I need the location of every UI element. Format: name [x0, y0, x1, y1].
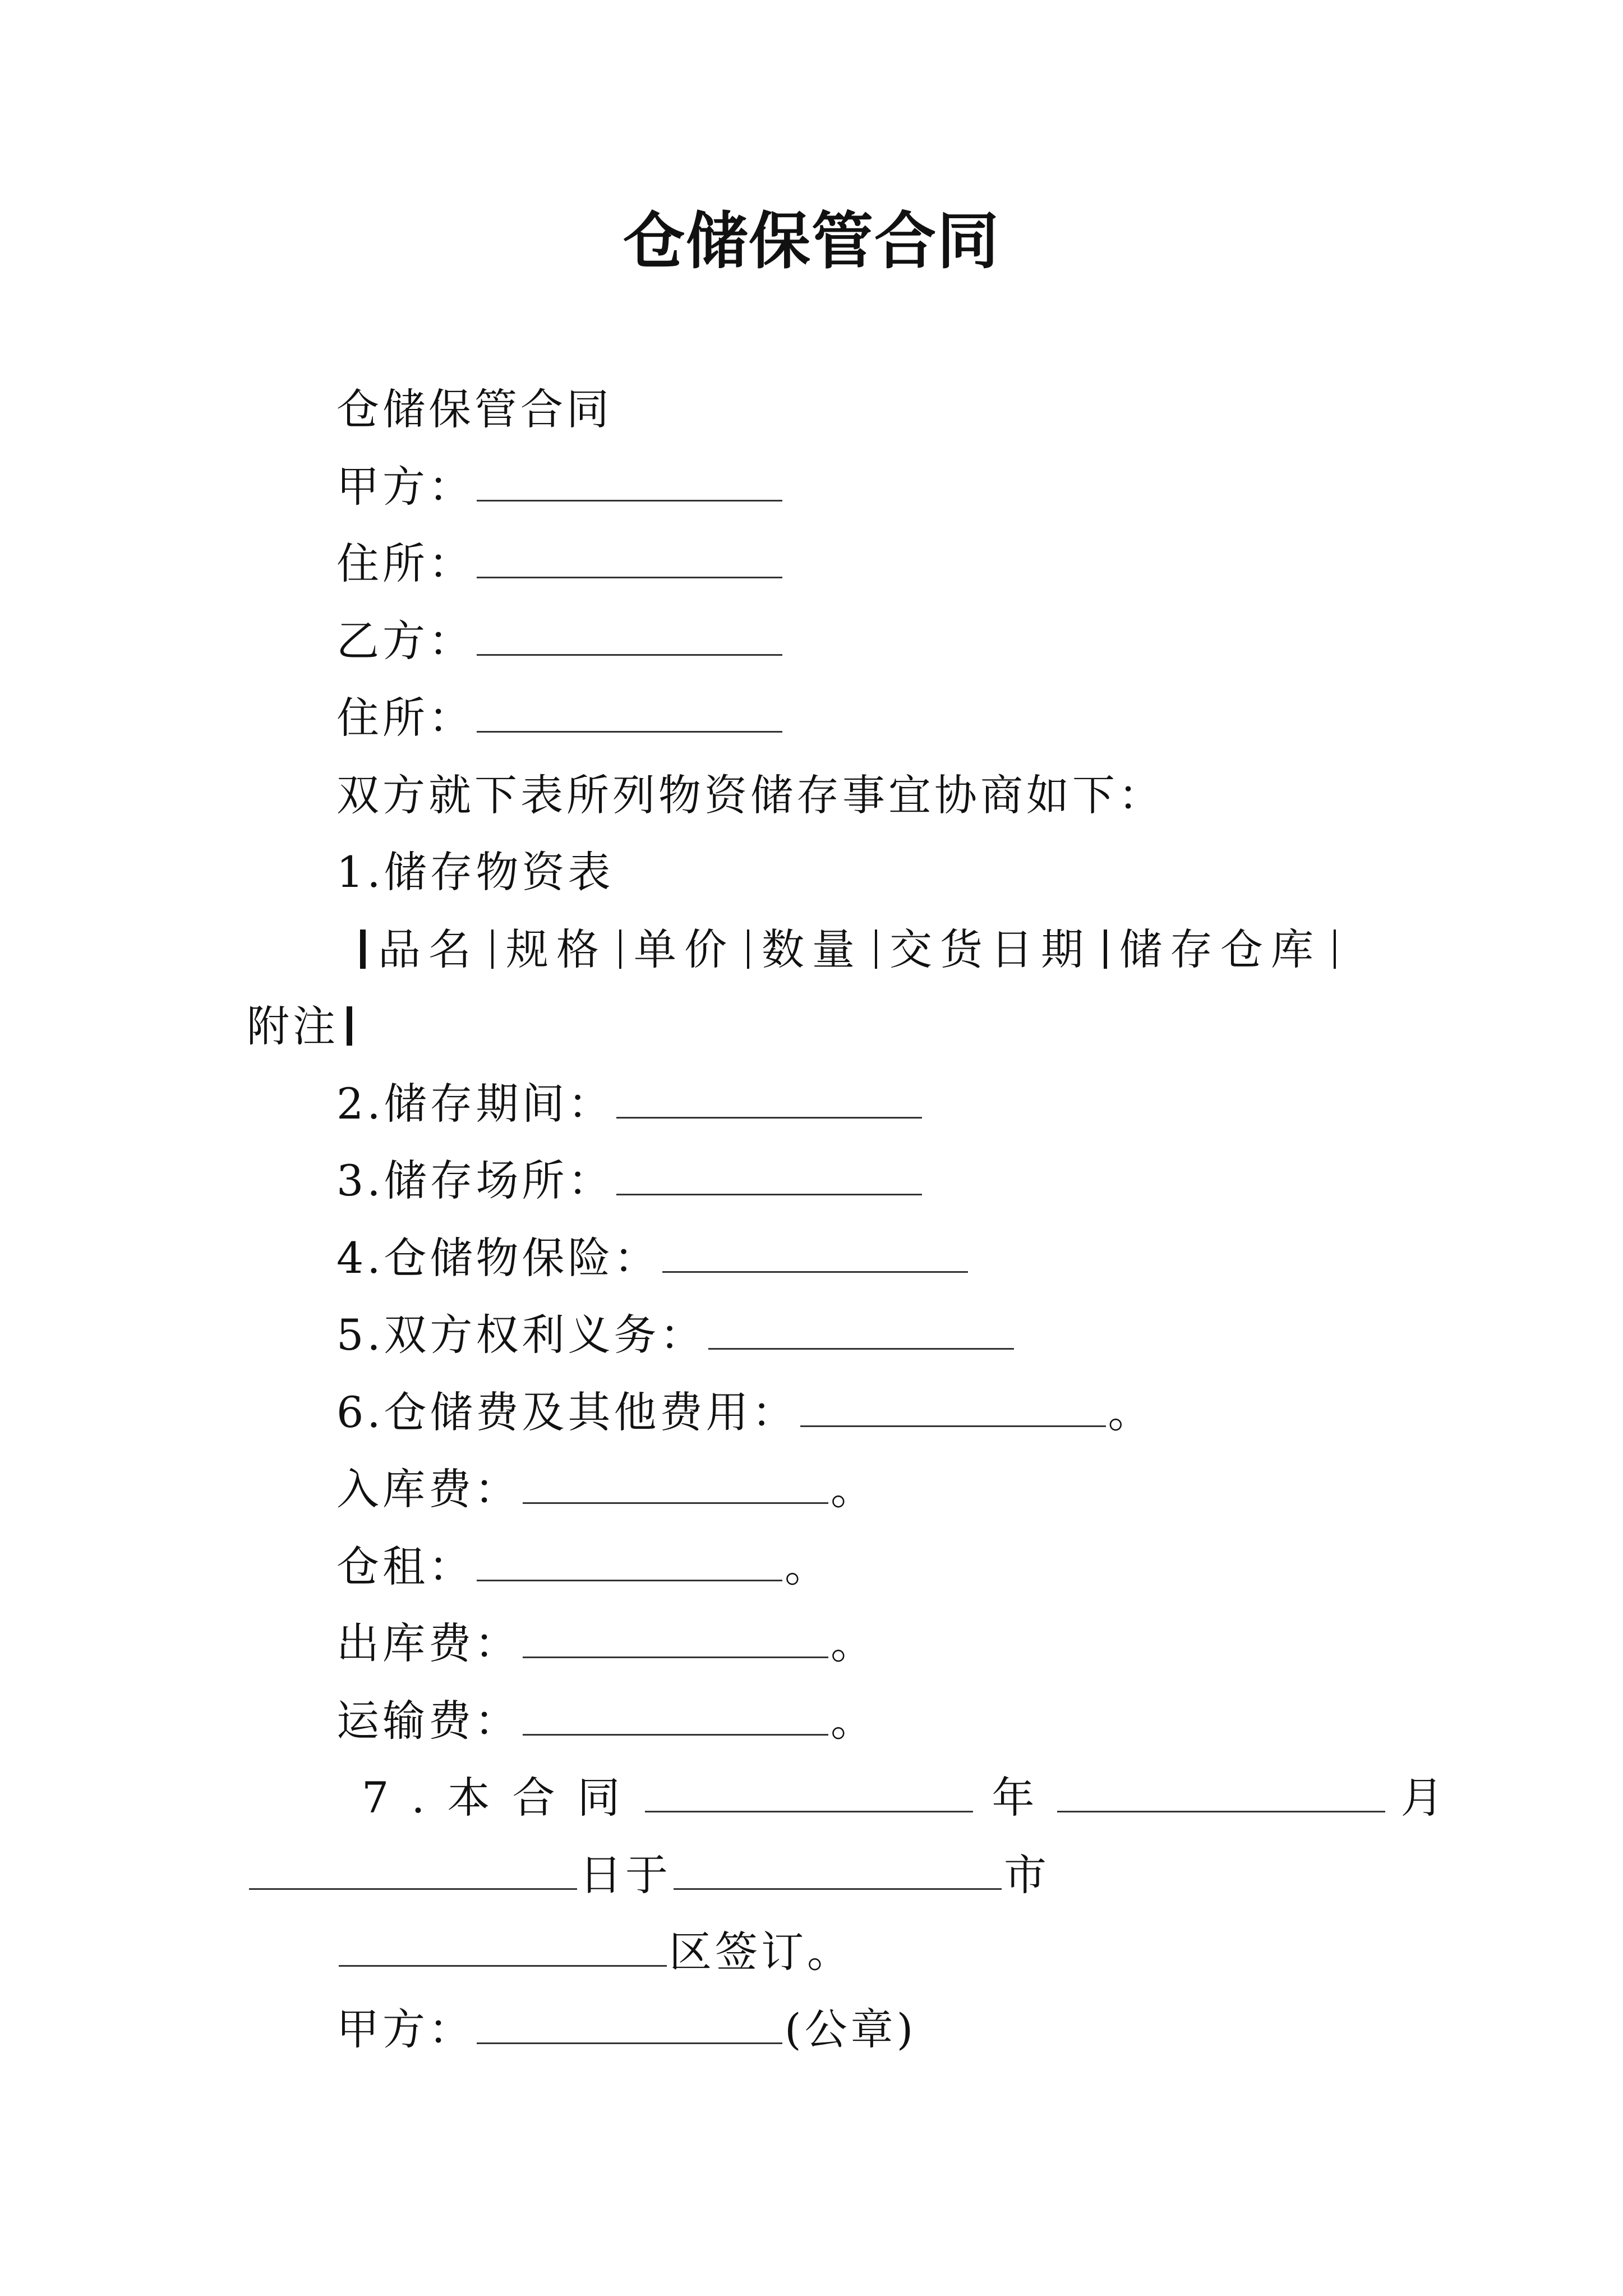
signature-party-a-line — [336, 2001, 916, 2058]
agreement-text: 双方就下表所列物资储存事宜协商如下： — [336, 770, 1164, 820]
fee-rent-label: 仓租： — [336, 1542, 474, 1591]
party-b-line — [336, 613, 785, 669]
fee-transport-label: 运输费： — [336, 1696, 520, 1746]
fee-transport-line — [336, 1693, 877, 1749]
period-mark: 。 — [831, 1464, 877, 1514]
item2-label: 2.储存期间： — [336, 1079, 614, 1129]
day-blank[interactable] — [249, 1855, 577, 1890]
party-a-line — [336, 459, 785, 515]
item3-line — [336, 1153, 924, 1209]
item7-line-2 — [247, 1847, 1050, 1903]
item7-line — [362, 1770, 1447, 1826]
fee-out-label: 出库费： — [336, 1618, 520, 1668]
table-column-quantity: 数量 — [762, 924, 863, 974]
party-a-label: 甲方： — [336, 462, 474, 512]
table-column-spec: 规格 — [506, 924, 607, 974]
year-label: 年 — [992, 1773, 1038, 1823]
fee-in-label: 入库费： — [336, 1464, 520, 1514]
item1-text: 1.储存物资表 — [336, 847, 614, 897]
party-b-label: 乙方： — [336, 616, 474, 666]
city-label: 市 — [1004, 1850, 1050, 1900]
item3-blank[interactable] — [616, 1160, 922, 1195]
item4-blank[interactable] — [662, 1237, 968, 1273]
address-b-label: 住所： — [336, 693, 474, 743]
district-signed-label: 区签订。 — [669, 1927, 853, 1977]
signature-party-a-blank[interactable] — [477, 2009, 782, 2044]
storage-table-header — [348, 922, 1348, 978]
item2-line — [336, 1076, 924, 1132]
period-mark: 。 — [831, 1618, 877, 1668]
table-column-price: 单价 — [634, 924, 735, 974]
storage-table-header-wrap — [247, 999, 365, 1055]
subtitle: 仓储保管合同 — [336, 384, 612, 434]
item1-line — [336, 844, 614, 900]
item5-label: 5.双方权利义务： — [336, 1310, 706, 1360]
item6-blank[interactable] — [800, 1392, 1106, 1427]
address-a-label: 住所： — [336, 539, 474, 588]
item7-line-3 — [336, 1924, 853, 1980]
table-border — [347, 1006, 352, 1046]
item6-label: 6.仓储费及其他费用： — [336, 1387, 798, 1437]
period-mark: 。 — [1108, 1387, 1154, 1437]
table-column-delivery-date: 交货日期 — [889, 924, 1091, 974]
period-mark: 。 — [785, 1542, 831, 1591]
day-at-label: 日于 — [579, 1850, 671, 1900]
table-divider — [1334, 930, 1336, 969]
address-a-blank[interactable] — [477, 543, 782, 578]
table-column-name: 品名 — [378, 924, 479, 974]
address-b-blank[interactable] — [477, 697, 782, 733]
item7-label: 7.本合同 — [362, 1773, 643, 1823]
document-title: 仓储保管合同 — [623, 205, 1000, 277]
item4-label: 4.仓储物保险： — [336, 1233, 660, 1283]
table-column-warehouse: 储存仓库 — [1119, 924, 1321, 974]
table-divider — [491, 930, 494, 969]
agreement-line — [336, 767, 1164, 823]
item5-line — [336, 1307, 1016, 1363]
address-b-line — [336, 690, 785, 746]
item4-line — [336, 1230, 970, 1286]
fee-rent-line — [336, 1539, 831, 1595]
month-label: 月 — [1400, 1773, 1447, 1823]
table-divider — [747, 930, 749, 969]
fee-in-line — [336, 1461, 877, 1517]
table-divider — [875, 930, 877, 969]
party-b-blank[interactable] — [477, 620, 782, 656]
subtitle-line — [336, 381, 612, 438]
fee-rent-blank[interactable] — [477, 1546, 782, 1581]
period-mark: 。 — [831, 1696, 877, 1746]
month-blank[interactable] — [1057, 1777, 1385, 1812]
address-a-line — [336, 536, 785, 592]
seal-label: (公章) — [785, 2004, 917, 2054]
district-blank[interactable] — [339, 1931, 667, 1967]
item2-blank[interactable] — [616, 1083, 922, 1119]
table-divider — [619, 930, 621, 969]
item5-blank[interactable] — [708, 1314, 1014, 1350]
year-blank[interactable] — [645, 1777, 973, 1812]
party-a-blank[interactable] — [477, 466, 782, 501]
fee-transport-blank[interactable] — [523, 1700, 828, 1736]
table-border — [360, 930, 366, 969]
table-column-note: 附注 — [247, 1001, 339, 1051]
fee-out-blank[interactable] — [523, 1623, 828, 1658]
fee-out-line — [336, 1616, 877, 1672]
item3-label: 3.储存场所： — [336, 1156, 614, 1205]
city-blank[interactable] — [674, 1855, 1002, 1890]
signature-party-a-label: 甲方： — [336, 2004, 474, 2054]
item6-line — [336, 1384, 1154, 1441]
table-divider — [1104, 930, 1107, 969]
fee-in-blank[interactable] — [523, 1469, 828, 1504]
